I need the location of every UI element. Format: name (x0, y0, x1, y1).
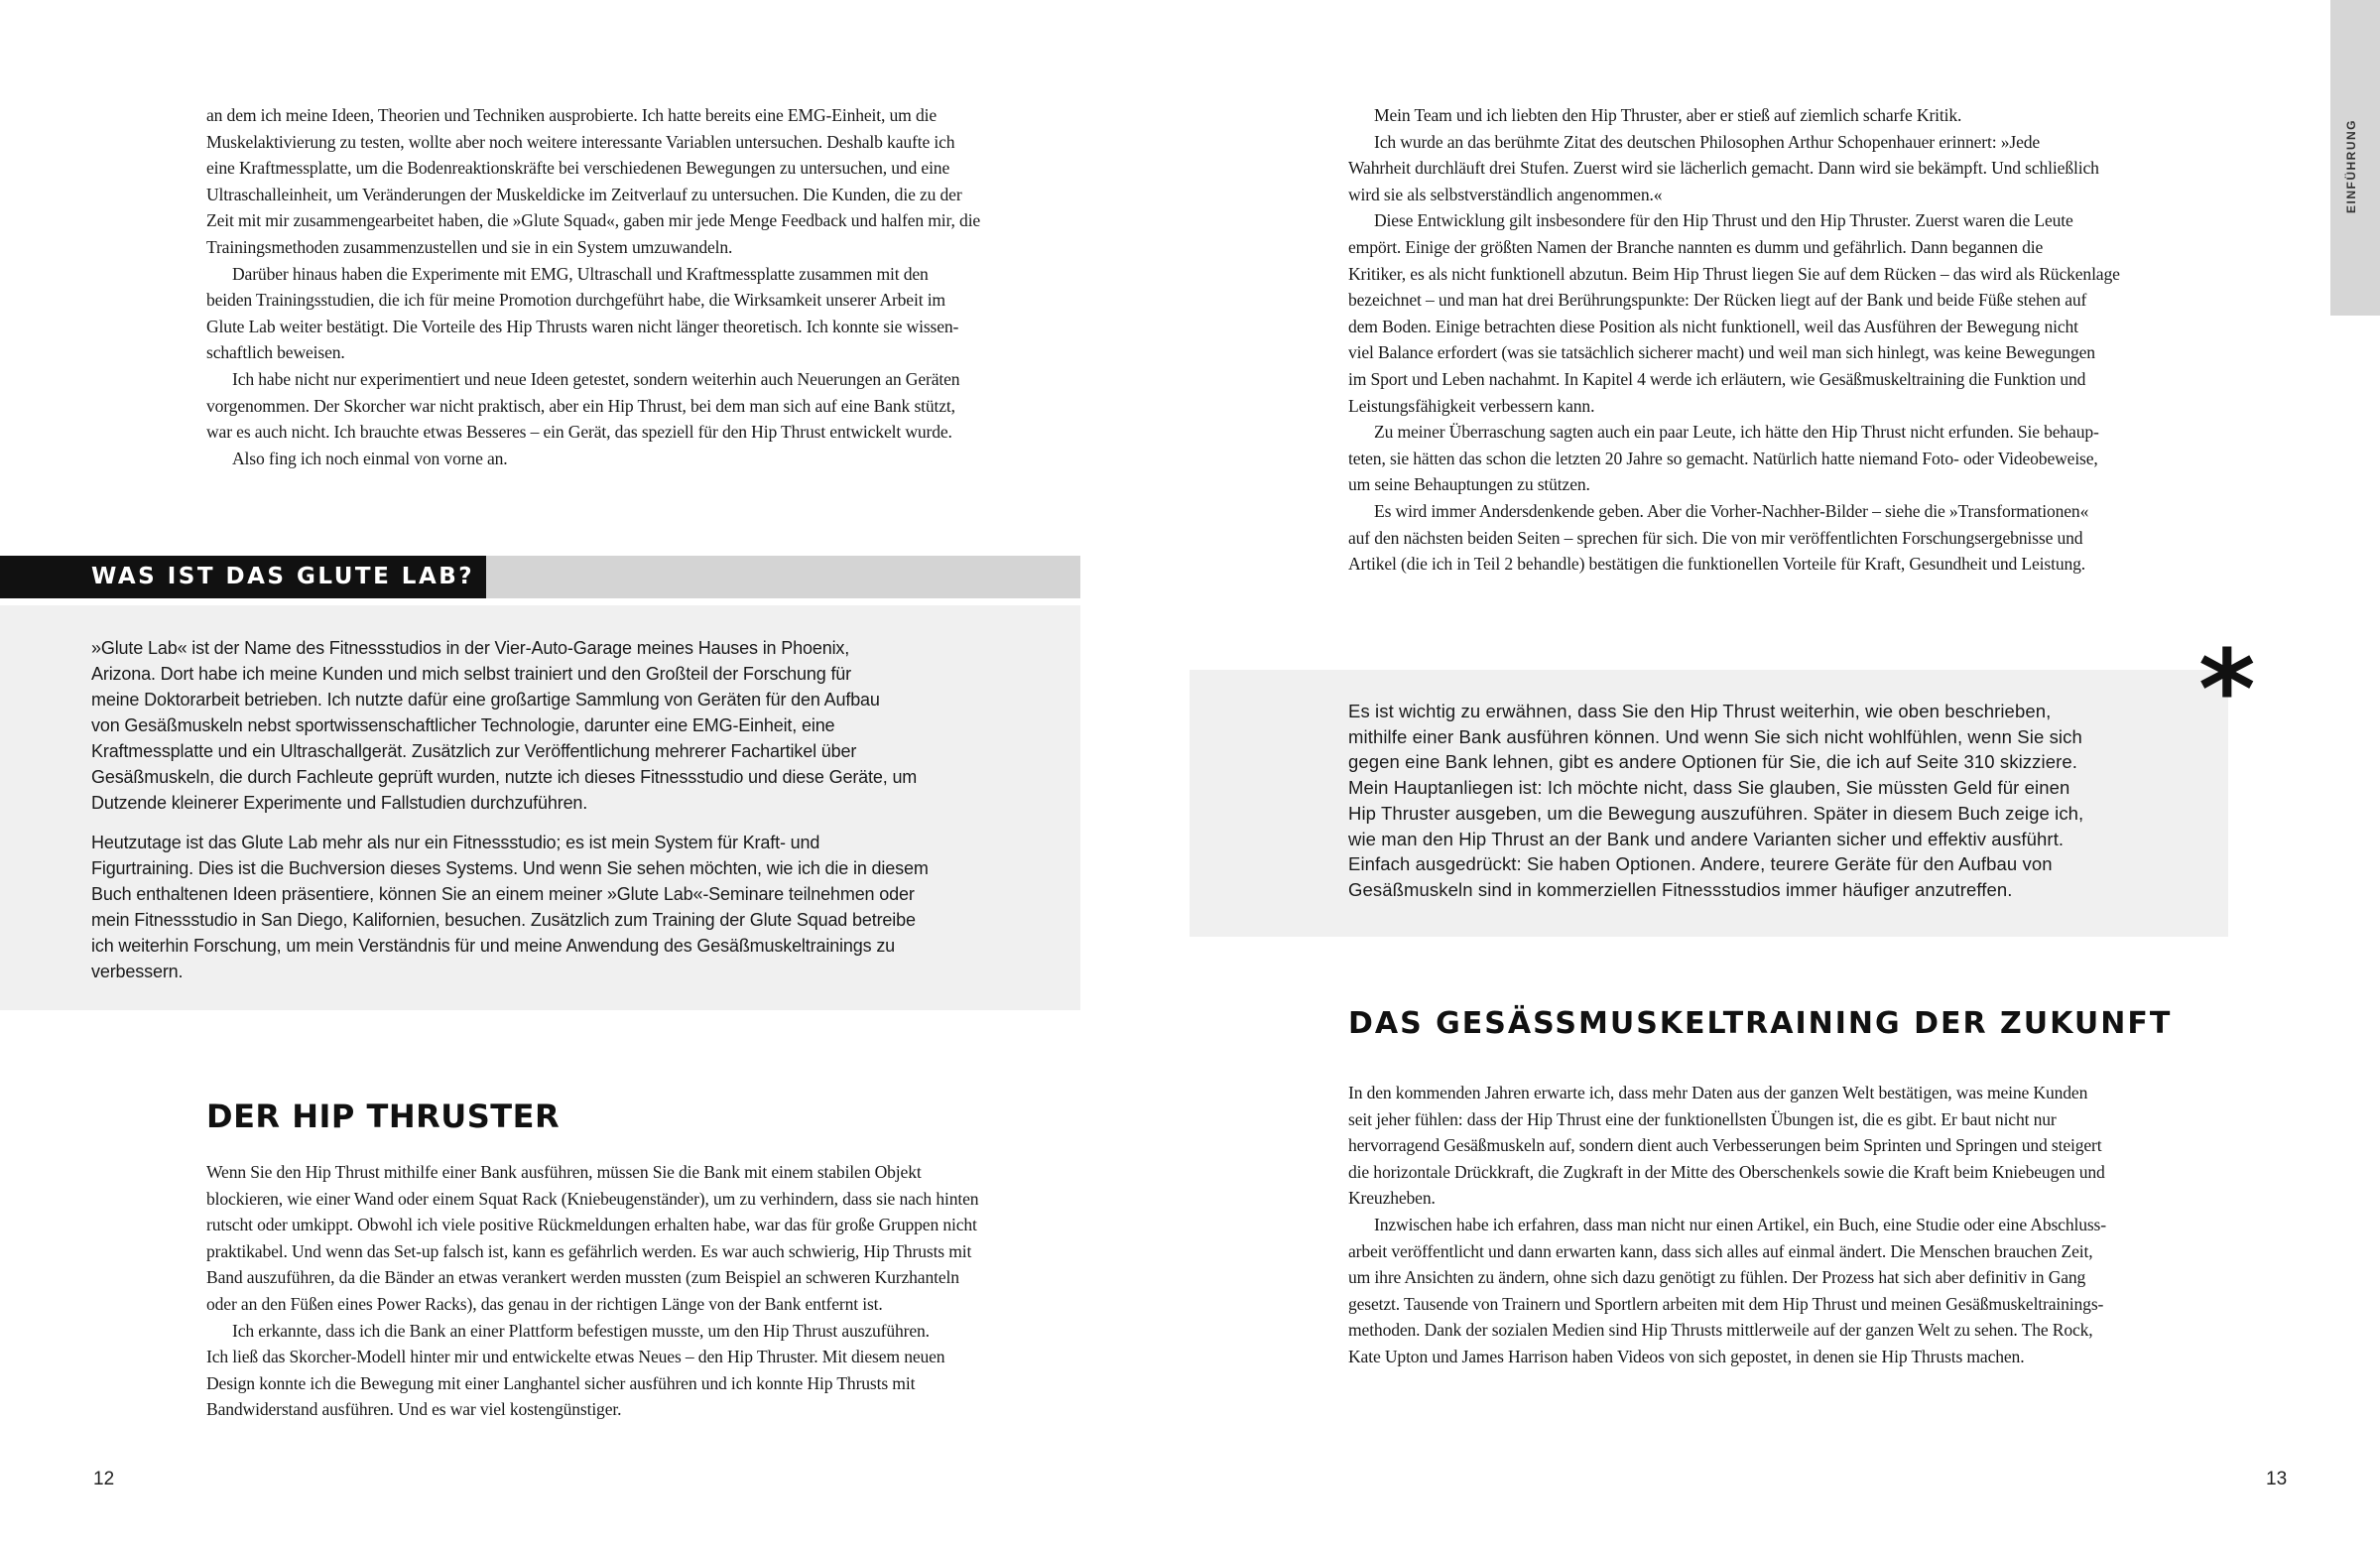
left-intro-text (206, 102, 1060, 471)
paragraph (1348, 207, 2221, 419)
text-line: schaftlich beweisen. (206, 342, 345, 363)
paragraph (1348, 419, 2221, 498)
text-line: mein Fitnessstudio in San Diego, Kalifornien, besuchen. Zusätzlich zum Training der Glute Squad betreibe (91, 910, 916, 930)
text-line: um seine Behauptungen zu stützen. (1348, 474, 1590, 495)
text-line: Kreuzheben. (1348, 1188, 1436, 1209)
text-line: viel Balance erfordert (was sie tatsächlich sicherer macht) und weil man sich hinlegt, was keine Bewegungen (1348, 342, 2095, 363)
text-line: verbessern. (91, 962, 184, 981)
text-line: Ich erkannte, dass ich die Bank an einer Plattform befestigen musste, um den Hip Thrust auszuführen. (232, 1320, 930, 1341)
text-line: war es auch nicht. Ich brauchte etwas Besseres – ein Gerät, das speziell für den Hip Thrust entwickelt wurde. (206, 422, 952, 443)
text-line: beiden Trainingsstudien, die ich für meine Promotion durchgeführt habe, die Wirksamkeit unserer Arbeit im (206, 290, 945, 311)
text-line: methoden. Dank der sozialen Medien sind Hip Thrusts mittlerweile auf der ganzen Welt zu sehen. The Rock, (1348, 1320, 2093, 1341)
paragraph (206, 446, 1060, 472)
text-line: praktikabel. Und wenn das Set-up falsch ist, kann es gefährlich werden. Es war auch schwierig, Hip Thrusts mit (206, 1240, 972, 1261)
text-line: Buch enthaltenen Ideen präsentiere, können Sie an einem meiner »Glute Lab«-Seminare teilnehmen oder (91, 884, 915, 904)
text-line: Es ist wichtig zu erwähnen, dass Sie den Hip Thrust weiterhin, wie oben beschrieben, (1348, 701, 2052, 721)
text-line: Ultraschalleinheit, um Veränderungen der Muskeldicke im Zeitverlauf zu untersuchen. Die Kunden, die zu der (206, 184, 962, 204)
text-line: bezeichnet – und man hat drei Berührungspunkte: Der Rücken liegt auf der Bank und beide Füße stehen auf (1348, 290, 2087, 311)
text-line: die horizontale Drückkraft, die Zugkraft in der Mitte des Oberschenkels sowie die Kraft beim Kniebeugen und (1348, 1161, 2105, 1182)
text-line: Es wird immer Andersdenkende geben. Aber die Vorher-Nachher-Bilder – siehe die »Transformationen« (1374, 500, 2089, 521)
text-line: dem Boden. Einige betrachten diese Position als nicht funktionell, weil das Ausführen der Bewegung nicht (1348, 316, 2078, 336)
paragraph (1348, 102, 2221, 129)
text-line: Wahrheit durchläuft drei Stufen. Zuerst wird sie lächerlich gemacht. Dann wird sie bekämpft. Und schließlich (1348, 158, 2099, 179)
text-line: Wenn Sie den Hip Thrust mithilfe einer Bank ausführen, müssen Sie die Bank mit einem stabilen Objekt (206, 1162, 922, 1182)
text-line: blockieren, wie einer Wand oder einem Squat Rack (Kniebeugenständer), um zu verhindern, dass sie nach hinten (206, 1188, 979, 1209)
text-line: Glute Lab weiter bestätigt. Die Vorteile des Hip Thrusts waren nicht länger theoretisch. Ich konnte sie wissen- (206, 316, 959, 336)
text-line: ich weiterhin Forschung, um mein Verständnis für und meine Anwendung des Gesäßmuskeltrainings zu (91, 936, 896, 956)
text-line: um ihre Ansichten zu ändern, ohne sich dazu genötigt zu fühlen. Der Prozess hat sich aber definitiv in Gang (1348, 1267, 2086, 1288)
text-line: Zu meiner Überraschung sagten auch ein paar Leute, ich hätte den Hip Thrust nicht erfunden. Sie behaup- (1374, 422, 2099, 443)
text-line: seit jeher fühlen: dass der Hip Thrust eine der funktionellsten Übungen ist, die es gibt. Er baut nicht nur (1348, 1108, 2057, 1129)
text-line: oder an den Füßen eines Power Racks), das genau in der richtigen Länge von der Bank entfernt ist. (206, 1293, 883, 1314)
text-line: mithilfe einer Bank ausführen können. Und wenn Sie sich nicht wohlfühlen, wenn Sie sich (1348, 725, 2082, 747)
text-line: Trainingsmethoden zusammenzustellen und sie in ein System umzuwandeln. (206, 236, 733, 257)
text-line: »Glute Lab« ist der Name des Fitnessstudios in der Vier-Auto-Garage meines Hauses in Phoenix, (91, 638, 850, 658)
text-line: Einfach ausgedrückt: Sie haben Optionen. Andere, teurere Geräte für den Aufbau von (1348, 853, 2053, 875)
paragraph (1348, 129, 2221, 208)
text-line: Ich ließ das Skorcher-Modell hinter mir und entwickelte etwas Neues – den Hip Thruster. Mit diesem neuen (206, 1347, 945, 1367)
text-line: wird sie als selbstverständlich angenommen.« (1348, 184, 1663, 204)
text-line: an dem ich meine Ideen, Theorien und Techniken ausprobierte. Ich hatte bereits eine EMG-Einheit, um die (206, 105, 938, 125)
page-number-left: 12 (93, 1469, 115, 1489)
text-line: gesetzt. Tausende von Trainern und Sportlern arbeiten mit dem Hip Thrust und meinen Gesäßmuskeltrainings- (1348, 1293, 2104, 1314)
text-line: Band auszuführen, da die Bänder an etwas verankert werden mussten (zum Beispiel an schweren Kurzhanteln (206, 1267, 959, 1288)
title-bar-extension (486, 556, 1080, 598)
hip-thruster-text (206, 1159, 1060, 1423)
chapter-tab (2330, 0, 2380, 316)
text-line: Gesäßmuskeln, die durch Fachleute geprüft wurden, nutzte ich dieses Fitnessstudio und diese Geräte, um (91, 767, 918, 787)
text-line: Bandwiderstand ausführen. Und es war viel kostengünstiger. (206, 1399, 622, 1420)
text-line: Darüber hinaus haben die Experimente mit EMG, Ultraschall und Kraftmessplatte zusammen mit den (232, 263, 929, 284)
text-line: teten, sie hätten das schon die letzten 20 Jahre so gemacht. Natürlich hatte niemand Foto- oder Videobeweise, (1348, 448, 2098, 468)
text-line: Kate Upton und James Harrison haben Videos von sich gepostet, in denen sie Hip Thrusts machen. (1348, 1346, 2025, 1366)
asterisk-icon: * (2198, 626, 2256, 753)
text-line: Ich wurde an das berühmte Zitat des deutschen Philosophen Arthur Schopenhauer erinnert: »Jede (1374, 131, 2041, 152)
text-line: Design konnte ich die Bewegung mit einer Langhantel sicher ausführen und ich konnte Hip Thrusts mit (206, 1372, 916, 1393)
text-line: Diese Entwicklung gilt insbesondere für den Hip Thrust und den Hip Thruster. Zuerst waren die Leute (1374, 210, 2073, 231)
text-line: auf den nächsten beiden Seiten – sprechen für sich. Die von mir veröffentlichten Forschungsergebnisse und (1348, 527, 2083, 548)
glute-lab-title-bar (0, 556, 486, 598)
paragraph (206, 1159, 1060, 1318)
text-line: In den kommenden Jahren erwarte ich, dass mehr Daten aus der ganzen Welt bestätigen, was meine Kunden (1348, 1083, 2088, 1102)
text-line: Kritiker, es als nicht funktionell abzutun. Beim Hip Thrust liegen Sie auf dem Rücken – das wird als Rückenlage (1348, 263, 2120, 284)
paragraph (1348, 1080, 2221, 1212)
text-line: rutscht oder umkippt. Obwohl ich viele positive Rückmeldungen erhalten habe, war das für große Gruppen nicht (206, 1215, 977, 1235)
text-line: Inzwischen habe ich erfahren, dass man nicht nur einen Artikel, ein Buch, eine Studie oder eine Abschluss- (1374, 1214, 2106, 1234)
text-line: Mein Hauptanliegen ist: Ich möchte nicht, dass Sie glauben, Sie müssten Geld für einen (1348, 777, 2070, 799)
paragraph (91, 830, 1064, 984)
text-line: Zeit mit mir zusammengearbeitet haben, die »Glute Squad«, gaben mir jede Menge Feedback und halfen mir, die (206, 210, 981, 231)
glute-lab-title: WAS IST DAS GLUTE LAB? (91, 564, 475, 589)
text-line: Also fing ich noch einmal von vorne an. (232, 448, 508, 468)
paragraph (206, 261, 1060, 366)
text-line: meine Doktorarbeit betrieben. Ich nutzte dafür eine großartige Sammlung von Geräten für den Aufbau (91, 690, 880, 710)
paragraph (91, 635, 1064, 816)
text-line: arbeit veröffentlicht und dann erwarten kann, dass sich alles auf einmal ändert. Die Menschen brauchen Zeit, (1348, 1240, 2093, 1261)
paragraph (1348, 1212, 2221, 1370)
text-line: Figurtraining. Dies ist die Buchversion dieses Systems. Und wenn Sie sehen möchten, wie ich die in diesem (91, 858, 929, 878)
future-heading: DAS GESÄSSMUSKELTRAINING DER ZUKUNFT (1348, 1006, 2173, 1041)
paragraph-gap (91, 816, 1064, 830)
future-text (1348, 1080, 2221, 1370)
note-box-text (1348, 699, 2221, 903)
hip-thruster-heading: DER HIP THRUSTER (206, 1098, 561, 1135)
paragraph (1348, 699, 2221, 903)
text-line: eine Kraftmessplatte, um die Bodenreaktionskräfte bei verschiedenen Bewegungen zu untersuchen, und eine (206, 158, 950, 179)
text-line: hervorragend Gesäßmuskeln auf, sondern dient auch Verbesserungen beim Sprinten und Springen und steigert (1348, 1135, 2102, 1156)
text-line: empört. Einige der größten Namen der Branche nannten es dumm und gefährlich. Dann begannen die (1348, 236, 2044, 257)
page-number-right: 13 (2266, 1469, 2288, 1489)
text-line: gegen eine Bank lehnen, gibt es andere Optionen für Sie, die ich auf Seite 310 skizziere. (1348, 751, 2077, 773)
paragraph (206, 366, 1060, 446)
text-line: von Gesäßmuskeln nebst sportwissenschaftlicher Technologie, darunter eine EMG-Einheit, eine (91, 715, 835, 735)
glute-lab-box-text (91, 635, 1064, 984)
paragraph (1348, 498, 2221, 578)
text-line: Kraftmessplatte und ein Ultraschallgerät. Zusätzlich zur Veröffentlichung mehrerer Fachartikel über (91, 741, 857, 761)
text-line: Artikel (die ich in Teil 2 behandle) bestätigen die funktionellen Vorteile für Kraft, Gesundheit und Leistung. (1348, 554, 2086, 575)
text-line: Muskelaktivierung zu testen, wollte aber noch weitere interessante Variablen untersuchen. Deshalb kaufte ich (206, 131, 955, 152)
glute-lab-box (0, 605, 1080, 1010)
text-line: Dutzende kleinerer Experimente und Fallstudien durchzuführen. (91, 793, 588, 813)
text-line: Hip Thruster ausgeben, um die Bewegung auszuführen. Später in diesem Buch zeige ich, (1348, 802, 2084, 824)
paragraph (206, 102, 1060, 261)
right-intro-text (1348, 102, 2221, 578)
text-line: Mein Team und ich liebten den Hip Thruster, aber er stieß auf ziemlich scharfe Kritik. (1374, 105, 1962, 125)
text-line: vorgenommen. Der Skorcher war nicht praktisch, aber ein Hip Thrust, bei dem man sich auf eine Bank stützt, (206, 395, 955, 416)
text-line: Arizona. Dort habe ich meine Kunden und mich selbst trainiert und den Großteil der Forschung für (91, 664, 852, 684)
text-line: im Sport und Leben nachahmt. In Kapitel 4 werde ich erläutern, wie Gesäßmuskeltraining die Funktion und (1348, 368, 2086, 389)
text-line: Gesäßmuskeln sind in kommerziellen Fitnessstudios immer häufiger anzutreffen. (1348, 878, 2013, 900)
paragraph (206, 1318, 1060, 1423)
note-box (1190, 670, 2228, 937)
text-line: Heutzutage ist das Glute Lab mehr als nur ein Fitnessstudio; es ist mein System für Kraft- und (91, 833, 820, 852)
text-line: wie man den Hip Thrust an der Bank und andere Varianten sicher und effektiv ausführt. (1348, 828, 2065, 849)
text-line: Ich habe nicht nur experimentiert und neue Ideen getestet, sondern weiterhin auch Neuerungen an Geräten (232, 368, 960, 389)
text-line: Leistungsfähigkeit verbessern kann. (1348, 395, 1595, 416)
chapter-tab-label: EINFÜHRUNG (2344, 119, 2358, 213)
